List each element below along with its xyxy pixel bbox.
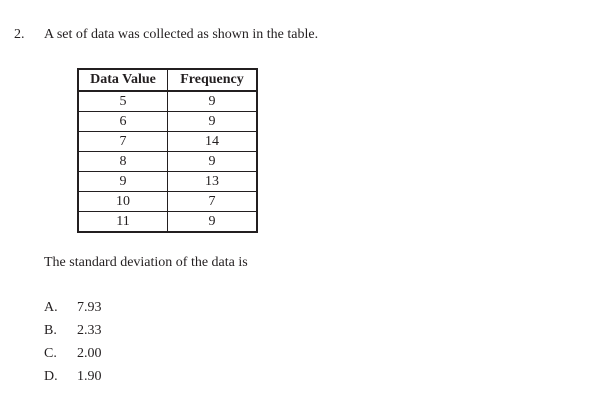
- table-row: [78, 152, 257, 172]
- option-value: 1.90: [77, 369, 102, 384]
- data-value-cell: 9: [78, 172, 168, 192]
- question-number: 2.: [14, 27, 25, 42]
- table-row: [78, 172, 257, 192]
- frequency-cell: 9: [168, 91, 258, 112]
- option-letter: A.: [44, 300, 58, 315]
- data-value-cell: 11: [78, 212, 168, 233]
- header-data-value: Data Value: [78, 69, 168, 91]
- data-value-cell: 5: [78, 91, 168, 112]
- question-stem: The standard deviation of the data is: [44, 255, 248, 270]
- data-value-cell: 8: [78, 152, 168, 172]
- data-value-cell: 10: [78, 192, 168, 212]
- table-row: [78, 132, 257, 152]
- option-value: 2.33: [77, 323, 102, 338]
- frequency-table: [77, 68, 258, 233]
- frequency-cell: 14: [168, 132, 258, 152]
- header-frequency: Frequency: [168, 69, 258, 91]
- option-letter: B.: [44, 323, 57, 338]
- option-value: 2.00: [77, 346, 102, 361]
- option-letter: C.: [44, 346, 57, 361]
- table-row: [78, 91, 257, 112]
- frequency-cell: 9: [168, 152, 258, 172]
- table-header-row: [78, 69, 257, 91]
- option-value: 7.93: [77, 300, 102, 315]
- question-prompt: A set of data was collected as shown in the table.: [44, 27, 319, 42]
- data-value-cell: 6: [78, 112, 168, 132]
- table-row: [78, 112, 257, 132]
- table-row: [78, 192, 257, 212]
- table-row: [78, 212, 257, 233]
- frequency-cell: 7: [168, 192, 258, 212]
- frequency-cell: 9: [168, 212, 258, 233]
- data-value-cell: 7: [78, 132, 168, 152]
- frequency-cell: 9: [168, 112, 258, 132]
- option-letter: D.: [44, 369, 58, 384]
- frequency-cell: 13: [168, 172, 258, 192]
